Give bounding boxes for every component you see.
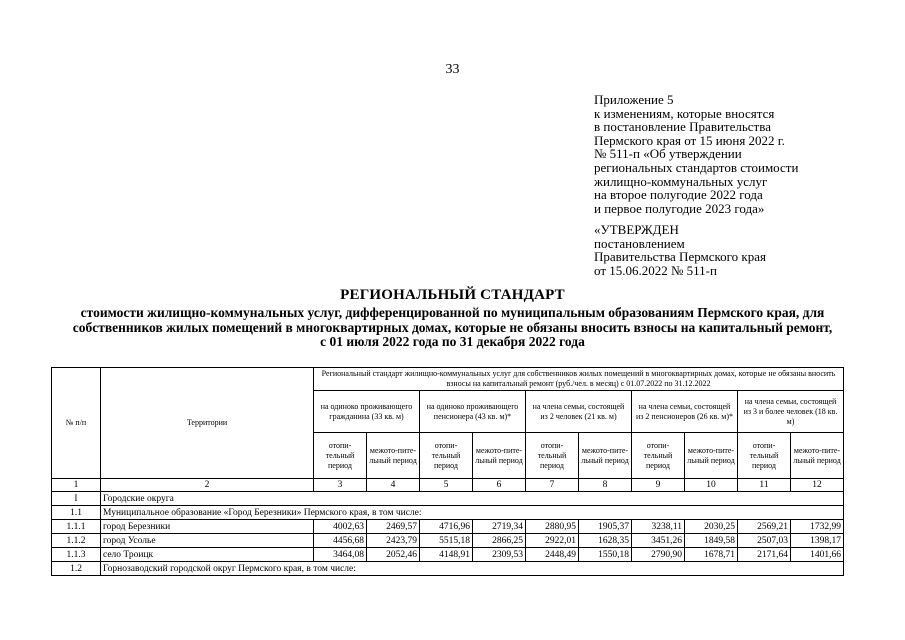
appendix-line: жилищно-коммунальных услуг [594,173,768,189]
approval-line: постановлением [594,235,685,251]
appendix-line: Приложение 5 [594,92,674,107]
row-name: город Березники [101,520,314,534]
approval-line: от 15.06.2022 № 511-п [594,262,717,278]
header-group: Региональный стандарт жилищно-коммунальных услуг для собственников жилых помещений в многоквартирных домах, которые не обязаны вносить взносы на капитальный ремонт (руб./чел. в месяц) с 01.07.2022 по 31.12.2022 [314,368,844,391]
approval-line: «УТВЕРЖДЕН [594,222,679,237]
cell-value: 2507,03 [738,534,791,548]
header-category: на члена семьи, состоящей из 2 человек (21 кв. м) [526,391,632,433]
header-period-heating: отопи-тельный период [526,433,579,479]
header-category: на одиноко проживающего пенсионера (43 кв. м)* [420,391,526,433]
column-number: 3 [314,479,367,492]
appendix-line: к изменениям, которые вносятся [594,105,775,121]
header-period-between: межото-пите-льный период [473,433,526,479]
column-number: 6 [473,479,526,492]
cell-value: 4456,68 [314,534,367,548]
cell-value: 1550,18 [579,548,632,562]
column-number: 11 [738,479,791,492]
row-index: I [52,492,101,506]
cell-value: 1398,17 [791,534,844,548]
cell-value: 2448,49 [526,548,579,562]
cell-value: 4002,63 [314,520,367,534]
column-number: 7 [526,479,579,492]
header-period-between: межото-пите-льный период [685,433,738,479]
cell-value: 1732,99 [791,520,844,534]
header-period-between: межото-пите-льный период [367,433,420,479]
appendix-line: и первое полугодие 2023 года» [594,200,765,216]
row-index: 1.2 [52,562,101,576]
cell-value: 1678,71 [685,548,738,562]
cell-value: 2569,21 [738,520,791,534]
approval-line: Правительства Пермского края [594,249,766,265]
row-index: 1.1.1 [52,520,101,534]
table-row [52,506,844,520]
document-title: РЕГИОНАЛЬНЫЙ СТАНДАРТ [340,287,565,303]
column-number-row [52,479,844,492]
cell-value: 1628,35 [579,534,632,548]
header-period-between: межото-пите-льный период [791,433,844,479]
row-name: Горнозаводский городской округ Пермского края, в том числе: [101,562,844,576]
cell-value: 2790,90 [632,548,685,562]
cell-value: 3238,11 [632,520,685,534]
cell-value: 2719,34 [473,520,526,534]
appendix-line: региональных стандартов стоимости [594,159,799,175]
standards-table [51,367,844,576]
header-period-between: межото-пите-льный период [579,433,632,479]
cell-value: 2469,57 [367,520,420,534]
cell-value: 3464,08 [314,548,367,562]
header-period-heating: отопи-тельный период [738,433,791,479]
table-row [52,492,844,506]
cell-value: 1401,66 [791,548,844,562]
row-index: 1.1.3 [52,548,101,562]
row-name: Городские округа [101,492,844,506]
document-subtitle: стоимости жилищно-коммунальных услуг, дифференцированной по муниципальным образованиям Пермского края, для собственников жилых помещений в многоквартирных домах, которые не обязаны вносить взносы на капитальный ремонт, с 01 июля 2022 года по 31 декабря 2022 года [72,305,833,349]
column-number: 2 [101,479,314,492]
cell-value: 5515,18 [420,534,473,548]
cell-value: 1905,37 [579,520,632,534]
cell-value: 2309,53 [473,548,526,562]
approval-stamp [594,223,766,277]
column-number: 9 [632,479,685,492]
row-name: село Троицк [101,548,314,562]
cell-value: 4716,96 [420,520,473,534]
appendix-line: Пермского края от 15 июня 2022 г. [594,132,785,148]
cell-value: 3451,26 [632,534,685,548]
table-row [52,562,844,576]
table-row [52,534,844,548]
row-name: Муниципальное образование «Город Березники» Пермского края, в том числе: [101,506,844,520]
cell-value: 2052,46 [367,548,420,562]
cell-value: 2423,79 [367,534,420,548]
header-category: на одиноко проживающего гражданина (33 кв. м) [314,391,420,433]
appendix-note [594,93,798,215]
cell-value: 4148,91 [420,548,473,562]
row-index: 1.1.2 [52,534,101,548]
appendix-line: № 511-п «Об утверждении [594,146,742,162]
cell-value: 1849,58 [685,534,738,548]
cell-value: 2922,01 [526,534,579,548]
column-number: 4 [367,479,420,492]
header-col-number: № п/п [52,368,101,479]
appendix-line: в постановление Правительства [594,119,771,135]
column-number: 5 [420,479,473,492]
row-index: 1.1 [52,506,101,520]
row-name: город Усолье [101,534,314,548]
table-row [52,520,844,534]
header-category: на члена семьи, состоящей из 3 и более человек (18 кв. м) [738,391,844,433]
header-period-heating: отопи-тельный период [314,433,367,479]
column-number: 8 [579,479,632,492]
cell-value: 2030,25 [685,520,738,534]
appendix-line: на второе полугодие 2022 года [594,187,763,203]
column-number: 10 [685,479,738,492]
column-number: 12 [791,479,844,492]
header-period-heating: отопи-тельный период [632,433,685,479]
header-col-territory: Территории [101,368,314,479]
table-row [52,548,844,562]
cell-value: 2866,25 [473,534,526,548]
column-number: 1 [52,479,101,492]
header-category: на члена семьи, состоящей из 2 пенсионеров (26 кв. м)* [632,391,738,433]
header-period-heating: отопи-тельный период [420,433,473,479]
cell-value: 2880,95 [526,520,579,534]
page-number: 33 [445,62,460,77]
cell-value: 2171,64 [738,548,791,562]
